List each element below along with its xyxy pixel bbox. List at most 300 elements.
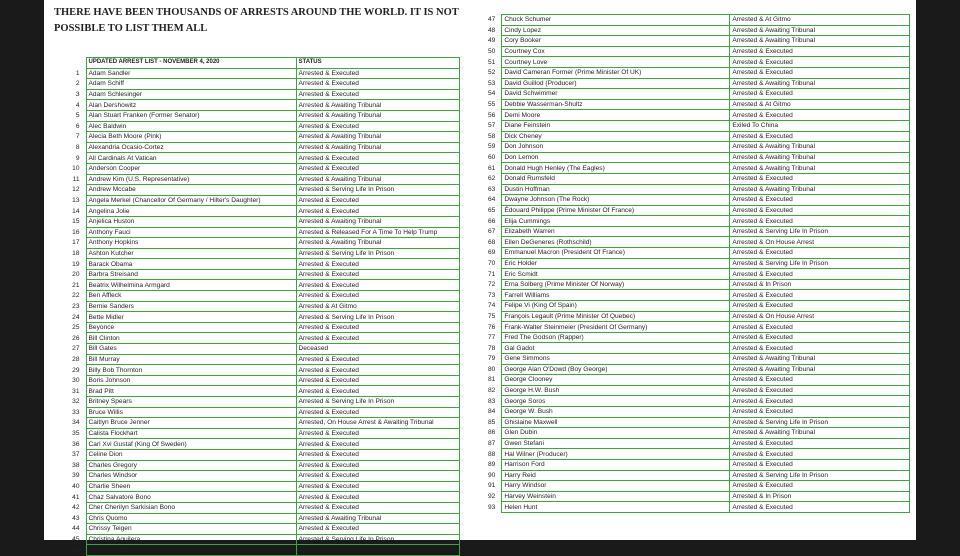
- header-name-cell: UPDATED ARREST LIST - NOVEMBER 4, 2020: [86, 58, 296, 69]
- arrest-status: Arrested & Executed: [730, 269, 910, 280]
- arrest-status: Arrested & Awaiting Tribunal: [296, 142, 459, 153]
- person-name: All Cardinals At Vatican: [86, 153, 296, 164]
- row-number: 86: [488, 429, 496, 437]
- table-row: [486, 459, 910, 470]
- person-name: Édouard Philippe (Prime Minister Of France): [502, 205, 730, 216]
- table-row: [56, 280, 459, 291]
- row-number: 6: [75, 122, 80, 130]
- row-number: 90: [488, 471, 496, 479]
- person-name: Christina Aguilera: [86, 534, 296, 545]
- row-number: 1: [75, 69, 80, 77]
- arrest-status: Arrested & Executed: [730, 375, 910, 386]
- table-row: [486, 417, 910, 428]
- person-name: Chuck Schumer: [502, 15, 730, 26]
- row-number: 73: [488, 291, 496, 299]
- row-number: 15: [72, 218, 80, 226]
- arrest-status: Arrested & Executed: [296, 439, 459, 450]
- row-number: 8: [75, 144, 80, 152]
- arrest-status: Arrested & Executed: [296, 524, 459, 535]
- person-name: Cory Booker: [502, 36, 730, 47]
- arrest-status: Arrested & Awaiting Tribunal: [296, 174, 459, 185]
- arrest-status: Arrested & Executed: [730, 67, 910, 78]
- row-number: 2: [75, 80, 80, 88]
- row-number: 60: [488, 154, 496, 162]
- arrest-status: Arrested & Awaiting Tribunal: [296, 216, 459, 227]
- table-row: [56, 502, 459, 513]
- header-number-cell: [56, 58, 86, 69]
- row-number: 72: [488, 281, 496, 289]
- arrest-status: Arrested & Awaiting Tribunal: [730, 142, 910, 153]
- row-number: 19: [72, 260, 80, 268]
- table-row: [56, 513, 459, 524]
- arrest-status: Arrested & Executed: [296, 481, 459, 492]
- row-number: 5: [75, 112, 80, 120]
- row-number: 88: [488, 450, 496, 458]
- table-row: [486, 152, 910, 163]
- row-number: 34: [72, 419, 80, 427]
- person-name: Alexandria Ocasio-Cortez: [86, 142, 296, 153]
- table-row: [486, 438, 910, 449]
- person-name: Angelina Jolie: [86, 206, 296, 217]
- table-row: [56, 291, 459, 302]
- table-row: [486, 258, 910, 269]
- table-row: [486, 248, 910, 259]
- row-number: 13: [72, 197, 80, 205]
- row-number: 3: [75, 91, 80, 99]
- table-row: [56, 121, 459, 132]
- person-name: Alan Stuart Franken (Former Senator): [86, 110, 296, 121]
- table-row: [486, 343, 910, 354]
- person-name: Cher Cherilyn Sarkisian Bono: [86, 502, 296, 513]
- header-status-cell: STATUS: [296, 58, 459, 69]
- arrest-status: Arrested & Awaiting Tribunal: [730, 184, 910, 195]
- row-number: 40: [72, 483, 80, 491]
- table-row: [56, 312, 459, 323]
- person-name: David Schwimmer: [502, 89, 730, 100]
- table-row: [56, 227, 459, 238]
- row-number: 52: [488, 69, 496, 77]
- row-number: 29: [72, 366, 80, 374]
- arrest-status: Arrested & Executed: [730, 290, 910, 301]
- table-row: [486, 99, 910, 110]
- table-row: [486, 491, 910, 502]
- person-name: George H.W. Bush: [502, 385, 730, 396]
- table-row: [56, 269, 459, 280]
- arrest-status: Arrested & Executed: [296, 68, 459, 79]
- person-name: Chrissy Teigen: [86, 524, 296, 535]
- row-number: 33: [72, 408, 80, 416]
- arrest-status: Arrested & Awaiting Tribunal: [730, 163, 910, 174]
- table-row: [486, 354, 910, 365]
- arrest-status: Arrested & Awaiting Tribunal: [730, 354, 910, 365]
- person-name: Ghislaine Maxwell: [502, 417, 730, 428]
- person-name: Anthony Fauci: [86, 227, 296, 238]
- row-number: 59: [488, 143, 496, 151]
- table-header-row: [56, 58, 459, 69]
- person-name: George Alan O'Dowd (Boy George): [502, 364, 730, 375]
- table-row: [56, 524, 459, 535]
- table-row: [486, 237, 910, 248]
- arrest-status: Arrested & Executed: [730, 406, 910, 417]
- arrest-status: Arrested & Serving Life In Prison: [730, 417, 910, 428]
- table-row: [486, 15, 910, 26]
- arrest-status: Arrested & Executed: [296, 89, 459, 100]
- arrest-status: Arrested & Executed: [296, 354, 459, 365]
- person-name: Farrell Williams: [502, 290, 730, 301]
- table-row: [56, 206, 459, 217]
- arrest-status: Arrested & Awaiting Tribunal: [730, 36, 910, 47]
- arrest-status: Arrested & Executed: [296, 121, 459, 132]
- arrest-status: Arrested & Executed: [730, 110, 910, 121]
- person-name: Emmanuel Macron (President Of France): [502, 248, 730, 259]
- row-number: 14: [72, 207, 80, 215]
- person-name: Andrew Kim (U.S. Representative): [86, 174, 296, 185]
- arrest-status: Arrested & Executed: [296, 206, 459, 217]
- row-number: 48: [488, 26, 496, 34]
- arrest-status: Arrested & Serving Life In Prison: [730, 226, 910, 237]
- person-name: Caitlyn Bruce Jenner: [86, 418, 296, 429]
- table-row: [56, 344, 459, 355]
- row-number: 54: [488, 90, 496, 98]
- row-number: 18: [72, 249, 80, 257]
- row-number: 80: [488, 365, 496, 373]
- table-row: [486, 36, 910, 47]
- table-row: [486, 428, 910, 439]
- row-number: 84: [488, 408, 496, 416]
- person-name: Gal Gadot: [502, 343, 730, 354]
- arrest-status: Arrested & Executed: [296, 291, 459, 302]
- table-row: [56, 89, 459, 100]
- table-row: [56, 397, 459, 408]
- person-name: Charles Gregory: [86, 460, 296, 471]
- arrest-status: Arrested & Executed: [730, 481, 910, 492]
- row-number: 76: [488, 323, 496, 331]
- arrest-status: Arrested & Serving Life In Prison: [296, 397, 459, 408]
- table-row: [56, 322, 459, 333]
- row-number: 21: [72, 281, 80, 289]
- row-number: 67: [488, 228, 496, 236]
- table-row: [56, 185, 459, 196]
- row-number: 51: [488, 58, 496, 66]
- table-row: [486, 25, 910, 36]
- table-row: [56, 354, 459, 365]
- table-row: [486, 142, 910, 153]
- document-page: [44, 0, 916, 554]
- person-name: Gene Simmons: [502, 354, 730, 365]
- person-name: Demi Moore: [502, 110, 730, 121]
- person-name: Eric Holder: [502, 258, 730, 269]
- row-number: 46: [72, 546, 80, 554]
- person-name: Anjelica Huston: [86, 216, 296, 227]
- arrest-status: Arrested & Awaiting Tribunal: [730, 364, 910, 375]
- table-row: [56, 195, 459, 206]
- arrest-status: Arrested & At Gitmo: [730, 99, 910, 110]
- arrest-status: Arrested & Executed: [730, 343, 910, 354]
- person-name: Bill Gates: [86, 344, 296, 355]
- table-row: [56, 439, 459, 450]
- row-number: 42: [72, 504, 80, 512]
- table-row: [56, 142, 459, 153]
- row-number: 70: [488, 259, 496, 267]
- person-name: George W. Bush: [502, 406, 730, 417]
- person-name: Alecia Beth Moore (Pink): [86, 132, 296, 143]
- row-number: 55: [488, 101, 496, 109]
- person-name: Dustin Hoffman: [502, 184, 730, 195]
- arrest-status: Arrested & Executed: [296, 449, 459, 460]
- arrest-status: Arrested & Serving Life In Prison: [730, 470, 910, 481]
- person-name: Glen Dubin: [502, 428, 730, 439]
- person-name: Harry Reid: [502, 470, 730, 481]
- person-name: Beyonce: [86, 322, 296, 333]
- person-name: Gwen Stefani: [502, 438, 730, 449]
- arrest-status: Arrested & Executed: [730, 322, 910, 333]
- arrest-status: Arrested & Executed: [296, 259, 459, 270]
- arrest-status: Arrested & Executed: [296, 79, 459, 90]
- person-name: Ashton Kutcher: [86, 248, 296, 259]
- row-number: 75: [488, 312, 496, 320]
- person-name: Chaz Salvatore Bono: [86, 492, 296, 503]
- row-number: 79: [488, 355, 496, 363]
- person-name: Elizabeth Warren: [502, 226, 730, 237]
- person-name: Adam Sandler: [86, 68, 296, 79]
- arrest-status: Arrested & Executed: [730, 216, 910, 227]
- person-name: Adam Schlesinger: [86, 89, 296, 100]
- row-number: 53: [488, 79, 496, 87]
- table-row: [486, 481, 910, 492]
- person-name: Carl Xvi Gustaf (King Of Sweden): [86, 439, 296, 450]
- arrest-status: Arrested & Serving Life In Prison: [296, 312, 459, 323]
- person-name: Donald Hugh Henley (The Eagles): [502, 163, 730, 174]
- arrest-status: Arrested & Executed: [296, 471, 459, 482]
- table-row: [56, 534, 459, 545]
- table-row: [56, 333, 459, 344]
- table-row: [486, 364, 910, 375]
- row-number: 36: [72, 440, 80, 448]
- table-row: [486, 311, 910, 322]
- table-row: [486, 173, 910, 184]
- row-number: 44: [72, 525, 80, 533]
- person-name: Debbie Wasserman-Shultz: [502, 99, 730, 110]
- row-number: 93: [488, 503, 496, 511]
- row-number: 57: [488, 122, 496, 130]
- arrest-status: Arrested & Awaiting Tribunal: [296, 238, 459, 249]
- arrest-status: Arrested & Executed: [730, 205, 910, 216]
- row-number: 65: [488, 206, 496, 214]
- person-name: Britney Spears: [86, 397, 296, 408]
- table-row: [486, 110, 910, 121]
- person-name: Donald Rumsfeld: [502, 173, 730, 184]
- arrest-status: Arrested & Executed: [296, 163, 459, 174]
- table-row: [56, 492, 459, 503]
- table-row: [486, 375, 910, 386]
- row-number: 23: [72, 302, 80, 310]
- arrest-status: Arrested & Executed: [730, 89, 910, 100]
- arrest-status: Arrested & In Prison: [730, 491, 910, 502]
- person-name: Celine Dion: [86, 449, 296, 460]
- row-number: 45: [72, 536, 80, 544]
- table-row: [486, 396, 910, 407]
- arrest-status: Arrested & Awaiting Tribunal: [730, 428, 910, 439]
- person-name: George Clooney: [502, 375, 730, 386]
- row-number: 30: [72, 377, 80, 385]
- arrest-status: Arrested & Executed: [730, 131, 910, 142]
- table-row: [56, 174, 459, 185]
- table-row: [56, 259, 459, 270]
- table-row: [486, 89, 910, 100]
- person-name: Felipe Vi (King Of Spain): [502, 301, 730, 312]
- arrest-status: Arrested & Executed: [296, 460, 459, 471]
- arrest-list-table-left: [56, 57, 460, 556]
- row-number: 61: [488, 164, 496, 172]
- arrest-status: Arrested & Executed: [296, 333, 459, 344]
- table-row: [486, 46, 910, 57]
- row-number: 17: [72, 239, 80, 247]
- person-name: Barbra Streisand: [86, 269, 296, 280]
- table-row: [56, 238, 459, 249]
- row-number: 27: [72, 345, 80, 353]
- person-name: Harrison Ford: [502, 459, 730, 470]
- person-name: Courtney Cox: [502, 46, 730, 57]
- arrest-status: Arrested, On House Arrest & Awaiting Tribunal: [296, 418, 459, 429]
- person-name: Ellen DeGeneres (Rothschild): [502, 237, 730, 248]
- arrest-status: Arrested & Awaiting Tribunal: [730, 78, 910, 89]
- row-number: 56: [488, 111, 496, 119]
- table-row: [56, 418, 459, 429]
- arrest-status: Arrested & Executed: [730, 459, 910, 470]
- row-number: 71: [488, 270, 496, 278]
- table-row: [486, 131, 910, 142]
- row-number: 43: [72, 514, 80, 522]
- table-row: [486, 226, 910, 237]
- row-number: 69: [488, 249, 496, 257]
- person-name: Fred The Godson (Rapper): [502, 332, 730, 343]
- table-row: [56, 471, 459, 482]
- arrest-status: Arrested & Awaiting Tribunal: [296, 110, 459, 121]
- row-number: 78: [488, 344, 496, 352]
- arrest-status: Arrested & Executed: [296, 153, 459, 164]
- person-name: Erna Solberg (Prime Minister Of Norway): [502, 279, 730, 290]
- table-row: [486, 195, 910, 206]
- table-row: [56, 216, 459, 227]
- arrest-status: Arrested & Executed: [730, 173, 910, 184]
- table-row: [486, 205, 910, 216]
- arrest-status: Arrested & Executed: [296, 195, 459, 206]
- person-name: David Cameran Former (Prime Minister Of UK): [502, 67, 730, 78]
- arrest-status: Arrested & On House Arrest: [730, 237, 910, 248]
- arrest-status: Arrested & Executed: [296, 545, 459, 556]
- arrest-status: Arrested & Awaiting Tribunal: [730, 25, 910, 36]
- arrest-status: Arrested & Executed: [296, 386, 459, 397]
- person-name: Don Johnson: [502, 142, 730, 153]
- arrest-status: Arrested & Awaiting Tribunal: [730, 152, 910, 163]
- table-row: [56, 79, 459, 90]
- row-number: 41: [72, 493, 80, 501]
- person-name: Brad Pitt: [86, 386, 296, 397]
- person-name: Courtney Love: [502, 57, 730, 68]
- arrest-status: Arrested & Executed: [296, 280, 459, 291]
- arrest-status: Arrested & Executed: [296, 428, 459, 439]
- table-row: [56, 386, 459, 397]
- row-number: 28: [72, 355, 80, 363]
- person-name: François Legault (Prime Minister Of Quebec): [502, 311, 730, 322]
- table-row: [56, 68, 459, 79]
- row-number: 22: [72, 292, 80, 300]
- arrest-status: Arrested & Awaiting Tribunal: [296, 132, 459, 143]
- row-number: 38: [72, 461, 80, 469]
- table-row: [486, 78, 910, 89]
- row-number: 31: [72, 387, 80, 395]
- person-name: Bernie Sanders: [86, 301, 296, 312]
- arrest-status: Arrested & Executed: [296, 375, 459, 386]
- person-name: Bill Murray: [86, 354, 296, 365]
- table-row: [486, 279, 910, 290]
- table-row: [56, 545, 459, 556]
- row-number: 16: [72, 228, 80, 236]
- table-row: [56, 163, 459, 174]
- table-row: [56, 153, 459, 164]
- row-number: 39: [72, 472, 80, 480]
- row-number: 83: [488, 397, 496, 405]
- arrest-status: Arrested & On House Arrest: [730, 311, 910, 322]
- table-row: [486, 502, 910, 513]
- arrest-status: Arrested & Executed: [296, 365, 459, 376]
- person-name: Adam Schiff: [86, 79, 296, 90]
- arrest-status: Arrested & Serving Life In Prison: [296, 185, 459, 196]
- arrest-status: Arrested & Executed: [730, 385, 910, 396]
- person-name: Helen Hunt: [502, 502, 730, 513]
- row-number: 87: [488, 440, 496, 448]
- table-row: [486, 406, 910, 417]
- table-row: [56, 481, 459, 492]
- person-name: Charles Windsor: [86, 471, 296, 482]
- person-name: Angela Merkel (Chancellor Of Germany / Hilter's Daughter): [86, 195, 296, 206]
- arrest-status: Arrested & Executed: [730, 301, 910, 312]
- row-number: 10: [72, 165, 80, 173]
- arrest-status: Arrested & Executed: [296, 322, 459, 333]
- person-name: Bill Clinton: [86, 333, 296, 344]
- arrest-status: Arrested & Executed: [730, 449, 910, 460]
- table-row: [56, 100, 459, 111]
- table-row: [486, 322, 910, 333]
- table-row: [486, 301, 910, 312]
- row-number: 32: [72, 398, 80, 406]
- row-number: 82: [488, 387, 496, 395]
- arrest-status: Exiled To China: [730, 120, 910, 131]
- person-name: Elija Cummings: [502, 216, 730, 227]
- arrest-status: Arrested & Executed: [730, 248, 910, 259]
- row-number: 81: [488, 376, 496, 384]
- person-name: Charlie Sheen: [86, 481, 296, 492]
- table-row: [486, 269, 910, 280]
- person-name: Alan Dershowitz: [86, 100, 296, 111]
- row-number: 20: [72, 271, 80, 279]
- page-heading: THERE HAVE BEEN THOUSANDS OF ARRESTS AROUND THE WORLD. IT IS NOT POSSIBLE TO LIST THEM ALL: [54, 7, 459, 34]
- arrest-status: Arrested & Awaiting Tribunal: [296, 513, 459, 524]
- person-name: Bruce Willis: [86, 407, 296, 418]
- arrest-status: Arrested & Executed: [296, 492, 459, 503]
- arrest-status: Arrested & Executed: [730, 57, 910, 68]
- row-number: 77: [488, 334, 496, 342]
- person-name: Harvey Weinstein: [502, 491, 730, 502]
- row-number: 74: [488, 302, 496, 310]
- table-row: [486, 163, 910, 174]
- table-row: [56, 460, 459, 471]
- arrest-status: Arrested & Serving Life In Prison: [296, 248, 459, 259]
- arrest-status: Arrested & Executed: [296, 269, 459, 280]
- person-name: Cindy Lopez: [502, 25, 730, 36]
- row-number: 66: [488, 217, 496, 225]
- table-row: [56, 248, 459, 259]
